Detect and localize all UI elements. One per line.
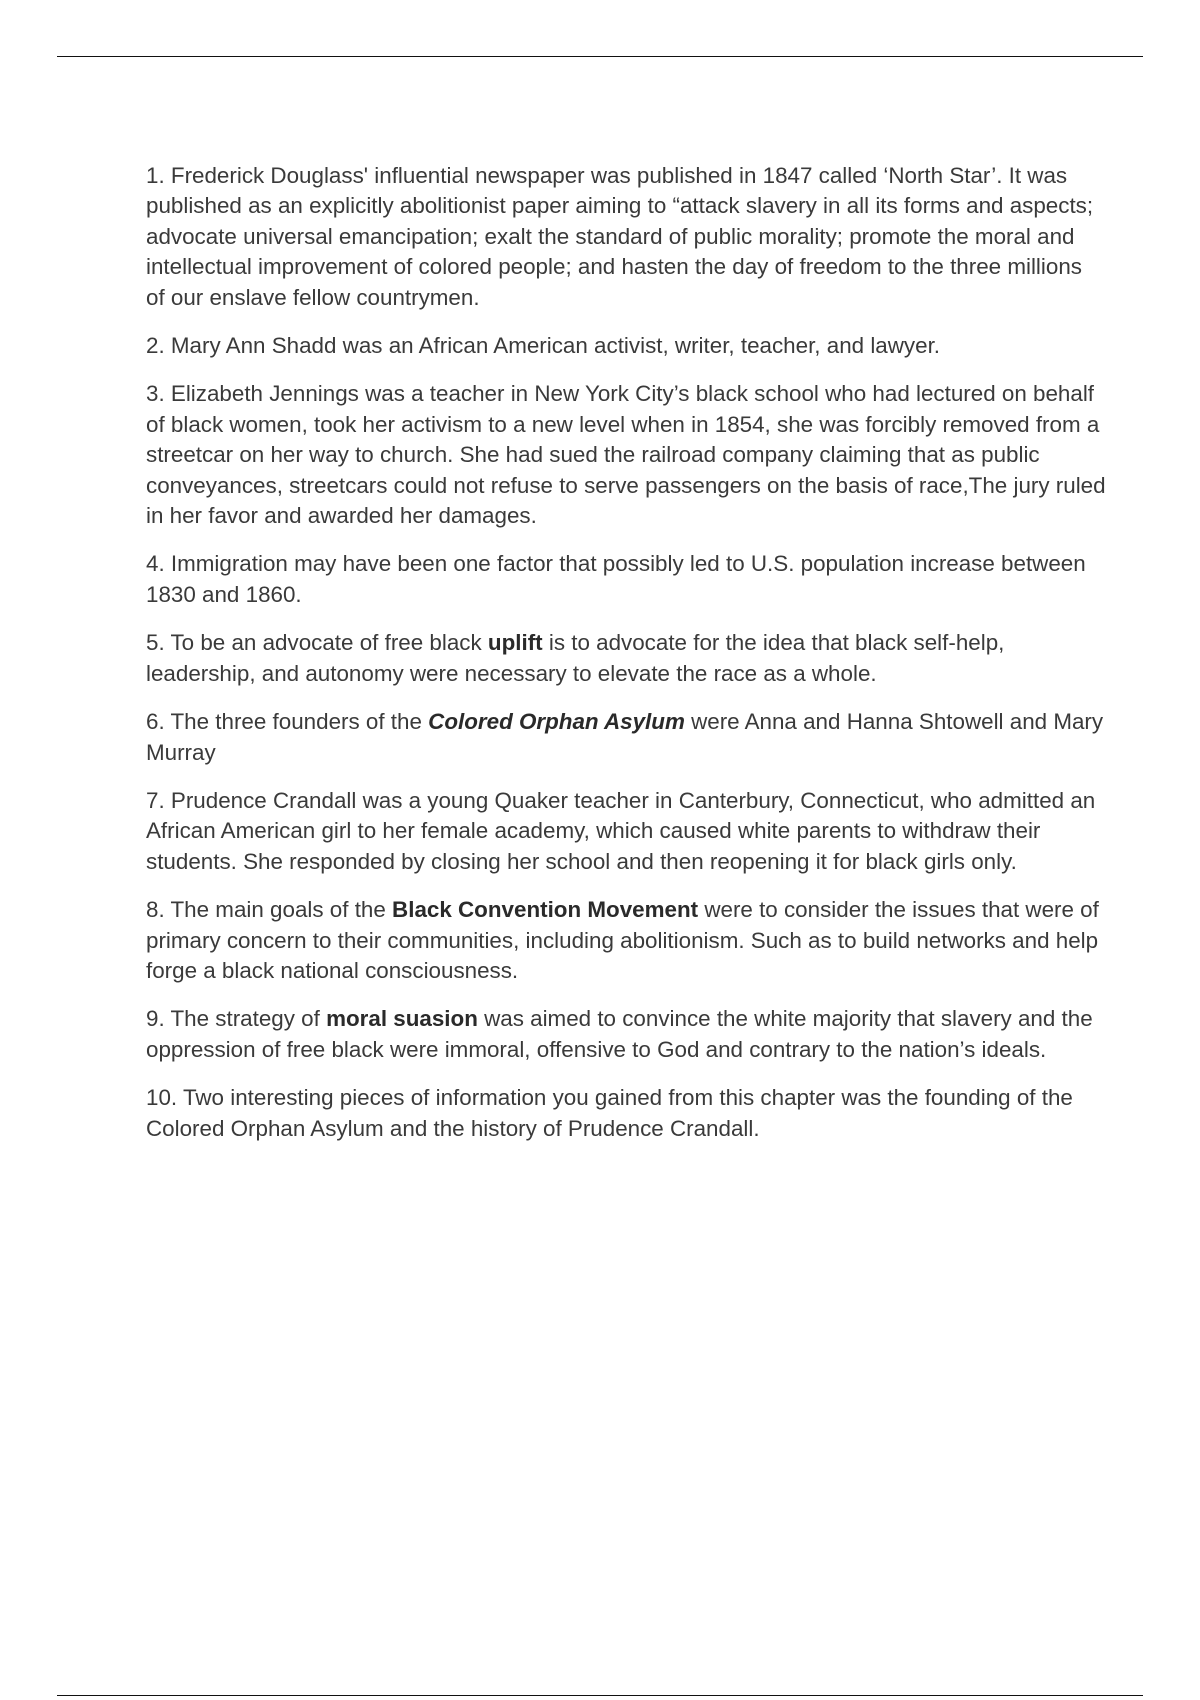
- answer-text: 2. Mary Ann Shadd was an African American activist, writer, teacher, and lawyer.: [146, 333, 941, 359]
- answer-text: 6. The three founders of the: [146, 709, 429, 735]
- footer-divider: [57, 1695, 1143, 1696]
- answer-text: 7. Prudence Crandall was a young Quaker teacher in Canterbury, Connecticut, who admitted an African American girl to her female academy, which caused white parents to withdraw their students. She responded by closing her school and then reopening it for black girls only.: [146, 787, 1096, 874]
- answer-text: 10. Two interesting pieces of information you gained from this chapter was the founding of the Colored Orphan Asylum and the history of Prudence Crandall.: [146, 1085, 1073, 1141]
- answer-item-8: [146, 895, 1106, 986]
- answer-text: 4. Immigration may have been one factor that possibly led to U.S. population increase between 1830 and 1860.: [146, 551, 1086, 607]
- header-divider: [57, 56, 1143, 57]
- answer-item-5: [146, 628, 1106, 689]
- answer-item-3: [146, 379, 1106, 531]
- answer-item-7: [146, 786, 1106, 877]
- answer-text: 5. To be an advocate of free black: [146, 630, 488, 656]
- answer-text: 8. The main goals of the: [146, 897, 393, 923]
- answer-item-1: [146, 161, 1106, 313]
- answer-item-10: [146, 1083, 1106, 1144]
- answer-item-9: [146, 1004, 1106, 1065]
- answer-text: were Anna and Hanna Shtowell and Mary Murray: [146, 709, 1104, 765]
- answer-text: 9. The strategy of: [146, 1006, 327, 1032]
- answer-text: was aimed to convince the white majority that slavery and the oppression of free black were immoral, offensive to God and contrary to the nation’s ideals.: [146, 1006, 1093, 1062]
- emphasized-term: Colored Orphan Asylum: [428, 709, 685, 735]
- answer-text: 3. Elizabeth Jennings was a teacher in New York City’s black school who had lectured on behalf of black women, took her activism to a new level when in 1854, she was forcibly removed from a streetcar on her way to church. She had sued the railroad company claiming that as public conveyances, streetcars could not refuse to serve passengers on the basis of race,The jury ruled in her favor and awarded her damages.: [146, 381, 1106, 529]
- answer-text: were to consider the issues that were of primary concern to their communities, including abolitionism. Such as to build networks and help forge a black national consciousness.: [146, 897, 1099, 983]
- answer-text: is to advocate for the idea that black self-help, leadership, and autonomy were necessary to elevate the race as a whole.: [146, 630, 1005, 686]
- answer-list: [146, 161, 1106, 1162]
- answer-item-4: [146, 549, 1106, 610]
- emphasized-term: uplift: [487, 630, 543, 656]
- emphasized-term: Black Convention Movement: [392, 897, 699, 923]
- answer-item-2: [146, 331, 1106, 361]
- answer-item-6: [146, 707, 1106, 768]
- emphasized-term: moral suasion: [326, 1006, 478, 1032]
- answer-text: 1. Frederick Douglass' influential newspaper was published in 1847 called ‘North Star’. It was published as an explicitly abolitionist paper aiming to “attack slavery in all its forms and aspects; advocate universal emancipation; exalt the standard of public morality; promote the moral and intellectual improvement of colored people; and hasten the day of freedom to the three millions of our enslave fellow countrymen.: [146, 163, 1094, 310]
